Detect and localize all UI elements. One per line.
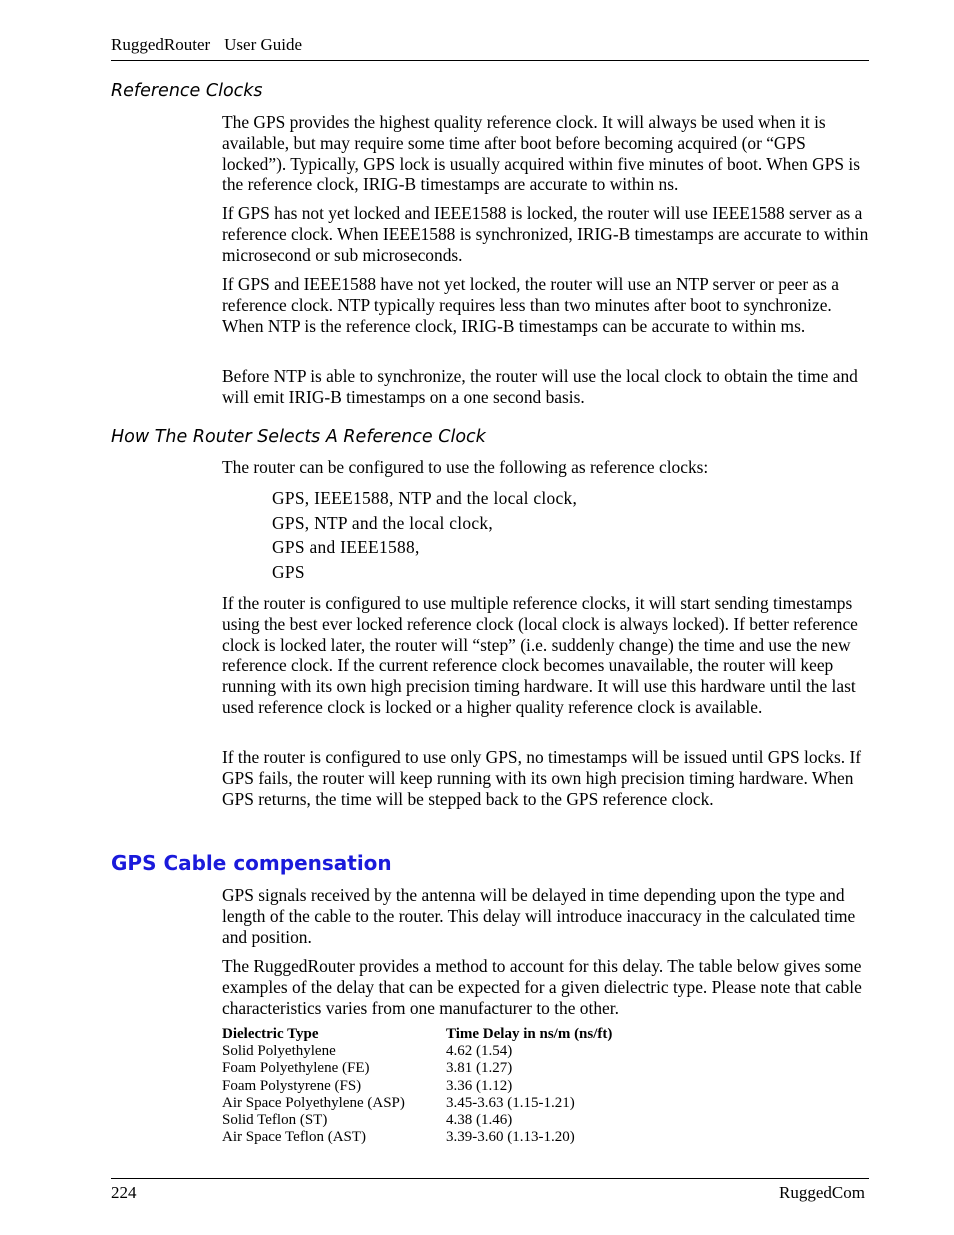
paragraph-cable-table-intro: The RuggedRouter provides a method to account for this delay. The table below gives some examples of the delay that can be expected for a given dielectric type. Please note that cable characteristics varies from one manufacturer to the other. <box>222 956 862 1018</box>
table-row <box>222 1112 612 1129</box>
header-product: RuggedRouter <box>111 35 211 54</box>
paragraph-local-clock: Before NTP is able to synchronize, the router will use the local clock to obtain the time and will emit IRIG-B timestamps on a one second basis. <box>222 366 858 407</box>
table-row <box>222 1043 612 1060</box>
list-item: GPS and IEEE1588, <box>272 537 420 557</box>
table-cell: 3.45-3.63 (1.15-1.21) <box>446 1094 575 1111</box>
table-row <box>222 1078 612 1095</box>
page-footer <box>111 1178 869 1203</box>
heading-gps-cable-compensation: GPS Cable compensation <box>111 851 392 875</box>
table-row <box>222 1129 612 1146</box>
table-cell: Solid Polyethylene <box>222 1043 336 1060</box>
table-header-row <box>222 1026 612 1043</box>
page-header <box>111 35 869 61</box>
table-cell: Air Space Polyethylene (ASP) <box>222 1094 405 1111</box>
table-cell: Foam Polystyrene (FS) <box>222 1077 362 1094</box>
table-cell: 3.81 (1.27) <box>446 1060 513 1077</box>
table-cell: Solid Teflon (ST) <box>222 1112 328 1129</box>
table-cell: 3.39-3.60 (1.13-1.20) <box>446 1129 575 1146</box>
heading-router-selects: How The Router Selects A Reference Clock <box>111 427 486 447</box>
footer-company: RuggedCom <box>779 1183 865 1202</box>
table-cell: 4.62 (1.54) <box>446 1043 513 1060</box>
list-item: GPS, IEEE1588, NTP and the local clock, <box>272 488 578 508</box>
heading-reference-clocks: Reference Clocks <box>111 81 263 101</box>
list-item: GPS <box>272 561 305 582</box>
table-cell: 3.36 (1.12) <box>446 1077 513 1094</box>
paragraph-selects-intro: The router can be configured to use the following as reference clocks: <box>222 457 709 477</box>
table-row <box>222 1060 612 1077</box>
table-cell: 4.38 (1.46) <box>446 1112 513 1129</box>
list-item: GPS, NTP and the local clock, <box>272 512 494 533</box>
paragraph-multiple-clocks: If the router is configured to use multiple reference clocks, it will start sending timestamps using the best ever locked reference clock (local clock is always locked). If better reference clock is locked later, the router will “step” (i.e. suddenly change) the time and use the new reference clock. If the current reference clock becomes unavailable, the router will keep running with its own high precision timing hardware. It will use this hardware until the last used reference clock is locked or a higher quality reference clock is available. <box>222 593 858 717</box>
table-row <box>222 1095 612 1112</box>
column-header-dielectric-type: Dielectric Type <box>222 1026 319 1042</box>
paragraph-gps-only: If the router is configured to use only GPS, no timestamps will be issued until GPS locks. If GPS fails, the router will keep running with its own high precision timing hardware. When GPS returns, the time will be stepped back to the GPS reference clock. <box>222 747 862 809</box>
table-cell: Air Space Teflon (AST) <box>222 1129 367 1146</box>
header-doc-title: User Guide <box>224 35 303 54</box>
column-header-time-delay: Time Delay in ns/m (ns/ft) <box>446 1026 613 1042</box>
dielectric-delay-table <box>222 1026 612 1146</box>
paragraph-ntp-clock: If GPS and IEEE1588 have not yet locked, the router will use an NTP server or peer as a reference clock. NTP typically requires less than two minutes after boot to synchronize. When NTP is the reference clock, IRIG-B timestamps can be accurate to within ms. <box>222 274 840 336</box>
paragraph-gps-clock: The GPS provides the highest quality reference clock. It will always be used when it is available, but may require some time after boot before becoming acquired (or “GPS locked”). Typically, GPS lock is usually acquired within five minutes of boot. When GPS is the reference clock, IRIG-B timestamps are accurate to within ns. <box>222 112 860 195</box>
page-number: 224 <box>111 1183 137 1202</box>
reference-clock-options-list <box>272 486 577 584</box>
paragraph-ieee1588-clock: If GPS has not yet locked and IEEE1588 is locked, the router will use IEEE1588 server as a reference clock. When IEEE1588 is synchronized, IRIG-B timestamps are accurate to within microsecond or sub microseconds. <box>222 203 869 265</box>
paragraph-gps-cable-delay: GPS signals received by the antenna will be delayed in time depending upon the type and length of the cable to the router. This delay will introduce inaccuracy in the calculated time and position. <box>222 885 856 947</box>
table-cell: Foam Polyethylene (FE) <box>222 1060 370 1077</box>
